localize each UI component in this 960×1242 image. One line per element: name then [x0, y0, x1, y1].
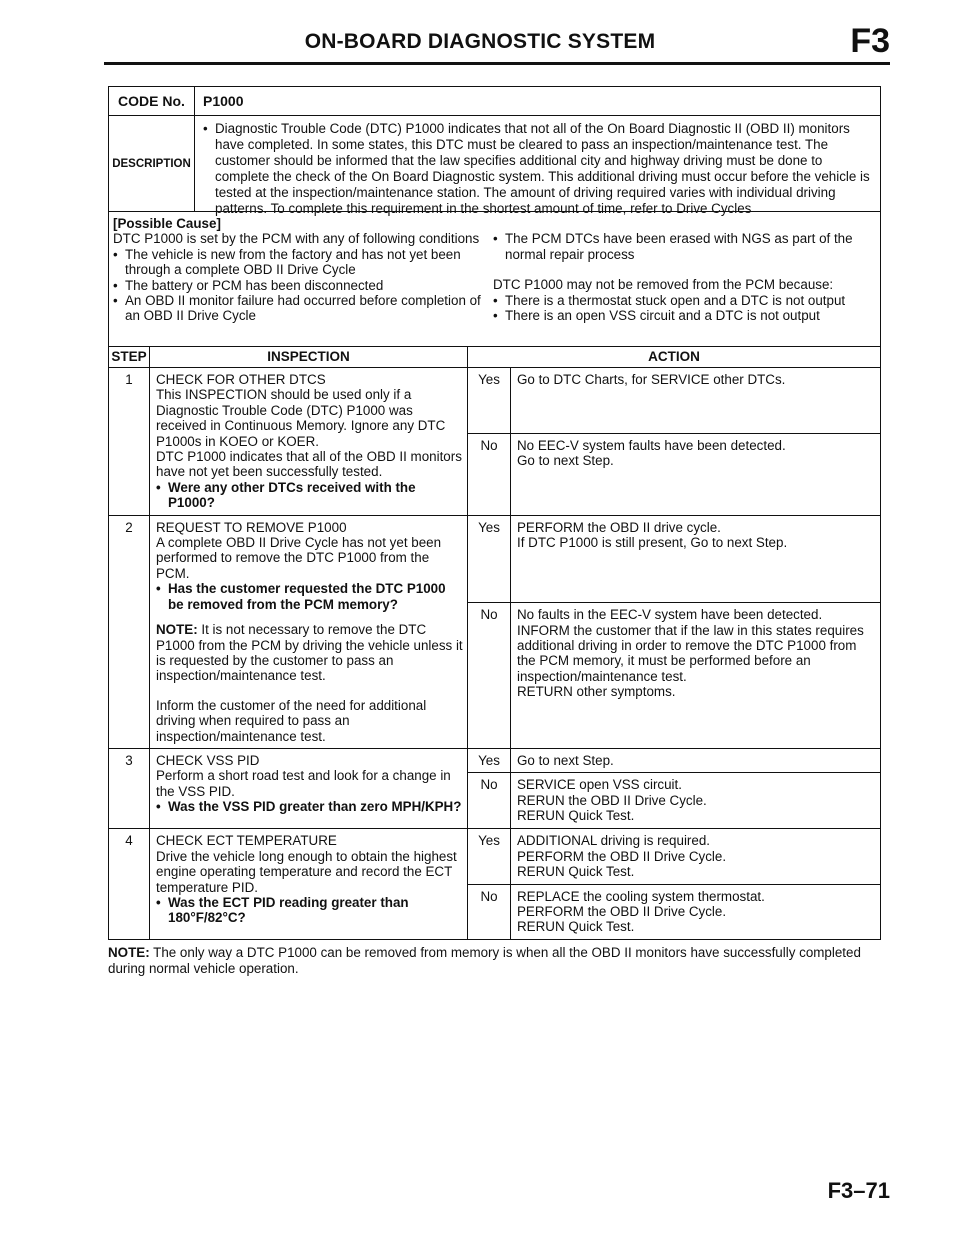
- step-number-cell: [109, 748, 150, 828]
- no-cell: [468, 433, 511, 515]
- yes-action: PERFORM the OBD II drive cycle. If DTC P1000 is still present, Go to next Step.: [517, 519, 788, 551]
- yes-label: Yes: [478, 752, 500, 768]
- yes-cell: [468, 368, 511, 434]
- not-removed-intro: DTC P1000 may not be removed from the PCM because:: [493, 277, 834, 293]
- step-number: 2: [125, 519, 133, 535]
- no-cell: [468, 773, 511, 829]
- inspection-cell: [150, 368, 468, 516]
- no-action: No faults in the EEC-V system have been detected. INFORM the customer that if the law in this states requires additional driving in order to remove the DTC P1000 from the PCM memory, it must be performed before an inspection/maintenance test. RETURN other symptoms.: [517, 607, 864, 700]
- bullet-icon: •: [156, 581, 161, 597]
- bullet-icon: •: [493, 231, 498, 247]
- no-label: No: [480, 888, 498, 904]
- no-cell: [468, 884, 511, 939]
- not-removed-item: There is a thermostat stuck open and a DTC is not output: [505, 292, 846, 308]
- code-value: P1000: [203, 93, 244, 109]
- code-row: [108, 86, 881, 116]
- step-body: Perform a short road test and look for a change in the VSS PID.: [156, 768, 451, 799]
- bullet-icon: •: [156, 799, 161, 815]
- no-label: No: [480, 437, 498, 453]
- yes-action: ADDITIONAL driving is required. PERFORM the OBD II Drive Cycle. RERUN Quick Test.: [517, 833, 727, 880]
- no-action: No EEC-V system faults have been detected. Go to next Step.: [517, 437, 786, 469]
- action-cell: [511, 773, 881, 829]
- bullet-icon: •: [156, 894, 161, 910]
- action-cell: [511, 368, 881, 434]
- step-title: CHECK VSS PID: [156, 752, 260, 768]
- bullet-icon: •: [113, 293, 118, 309]
- cause-item: An OBD II monitor failure had occurred before completion of an OBD II Drive Cycle: [125, 293, 481, 324]
- yes-action: Go to DTC Charts, for SERVICE other DTCs.: [517, 372, 786, 387]
- cause-item: The battery or PCM has been disconnected: [125, 277, 384, 293]
- inspection-cell: [150, 829, 468, 939]
- possible-cause-title: [Possible Cause]: [113, 216, 221, 231]
- step-body: A complete OBD II Drive Cycle has not yet been performed to remove the DTC P1000 from the PCM.: [156, 535, 442, 581]
- table-row: [109, 829, 881, 884]
- step-title: REQUEST TO REMOVE P1000: [156, 519, 347, 535]
- action-cell: [511, 884, 881, 939]
- section-code: F3: [850, 22, 890, 60]
- cause-left-column: [113, 231, 491, 323]
- step-body: This INSPECTION should be used only if a Diagnostic Trouble Code (DTC) P1000 was received in Continuous Memory. Ignore any DTC P1000s in KOEO or KOER.: [156, 387, 446, 449]
- step-number-cell: [109, 515, 150, 748]
- no-action: SERVICE open VSS circuit. RERUN the OBD II Drive Cycle. RERUN Quick Test.: [517, 777, 707, 824]
- step-number-cell: [109, 368, 150, 516]
- description-text: Diagnostic Trouble Code (DTC) P1000 indicates that not all of the On Board Diagnostic II (OBD II) monitors have completed. In some states, this DTC must be cleared to pass an inspection/maintenance test. The customer should be informed that the law specifies additional city and highway driving must be done to complete the check of the On Board Diagnostic system. This additional driving must occur before the vehicle is tested at the inspection/maintenance station. The amount of driving required varies with individual driving patterns. To complete this requirement in the shortest amount of time, refer to Drive Cycles: [215, 121, 870, 216]
- note-label: NOTE:: [108, 945, 150, 960]
- note-text: It is not necessary to remove the DTC P1000 from the PCM by driving the vehicle unless it is requested by the customer to pass an inspection/maintenance test.: [156, 622, 463, 684]
- action-cell: [511, 515, 881, 602]
- action-cell: [511, 748, 881, 772]
- cause-item: The vehicle is new from the factory and has not yet been through a complete OBD II Drive Cycle: [125, 246, 461, 278]
- step-title: CHECK ECT TEMPERATURE: [156, 833, 337, 849]
- bullet-icon: •: [493, 292, 498, 308]
- action-cell: [511, 433, 881, 515]
- header-rule: [104, 62, 890, 65]
- bullet-icon: •: [113, 246, 118, 262]
- header-inspection: INSPECTION: [150, 347, 468, 368]
- inspection-table: [108, 346, 881, 940]
- step-body: Drive the vehicle long enough to obtain the highest engine operating temperature and record the ECT temperature PID.: [156, 848, 457, 895]
- step-question: Was the VSS PID greater than zero MPH/KPH?: [168, 799, 462, 815]
- step-inform: Inform the customer of the need for additional driving when required to pass an inspection/maintenance test.: [156, 697, 427, 744]
- step-number: 1: [125, 372, 133, 387]
- cause-right-column: [491, 231, 876, 323]
- note-text: The only way a DTC P1000 can be removed from memory is when all the OBD II monitors have successfully completed during normal vehicle operation.: [108, 945, 861, 976]
- yes-cell: [468, 748, 511, 772]
- step-body: DTC P1000 indicates that all of the OBD II monitors have not yet been successfully tested.: [156, 449, 462, 480]
- inspection-cell: [150, 748, 468, 828]
- step-number: 4: [125, 833, 133, 849]
- bullet-icon: •: [113, 277, 118, 293]
- action-cell: [511, 829, 881, 884]
- description-text-cell: [195, 116, 880, 216]
- footer-note: [108, 945, 888, 977]
- description-label: DESCRIPTION: [109, 116, 195, 211]
- bullet-icon: •: [493, 308, 498, 324]
- inspection-cell: [150, 515, 468, 748]
- header-step: STEP: [109, 347, 150, 368]
- description-row: [108, 115, 881, 216]
- no-label: No: [480, 777, 498, 793]
- step-title: CHECK FOR OTHER DTCS: [156, 372, 326, 387]
- page-title: ON-BOARD DIAGNOSTIC SYSTEM: [304, 30, 656, 53]
- possible-cause-section: [108, 211, 881, 347]
- yes-label: Yes: [478, 519, 500, 535]
- no-label: No: [480, 607, 498, 623]
- page-number: F3–71: [827, 1178, 890, 1203]
- bullet-icon: •: [156, 479, 161, 495]
- action-cell: [511, 603, 881, 749]
- cause-intro: DTC P1000 is set by the PCM with any of following conditions: [113, 231, 480, 247]
- yes-label: Yes: [478, 833, 500, 849]
- step-question: Were any other DTCs received with the P1000?: [168, 479, 416, 511]
- table-row: [109, 748, 881, 772]
- no-action: REPLACE the cooling system thermostat. PERFORM the OBD II Drive Cycle. RERUN Quick Test.: [517, 888, 765, 935]
- bullet-icon: •: [203, 121, 208, 136]
- yes-cell: [468, 829, 511, 884]
- table-row: [109, 368, 881, 434]
- note-label: NOTE:: [156, 622, 198, 638]
- step-note: [156, 622, 463, 684]
- not-removed-item: There is an open VSS circuit and a DTC is not output: [505, 308, 820, 324]
- step-question: Was the ECT PID reading greater than 180°F/82°C?: [168, 894, 409, 926]
- header-action: ACTION: [468, 347, 881, 368]
- table-row: [109, 515, 881, 602]
- step-question: Has the customer requested the DTC P1000 be removed from the PCM memory?: [168, 581, 446, 612]
- yes-cell: [468, 515, 511, 602]
- yes-label: Yes: [478, 372, 500, 387]
- step-number-cell: [109, 829, 150, 939]
- no-cell: [468, 603, 511, 749]
- cause-item: The PCM DTCs have been erased with NGS as part of the normal repair process: [505, 231, 853, 262]
- step-number: 3: [125, 752, 133, 768]
- code-label: CODE No.: [109, 87, 195, 115]
- yes-action: Go to next Step.: [517, 752, 614, 768]
- table-header-row: [109, 347, 881, 368]
